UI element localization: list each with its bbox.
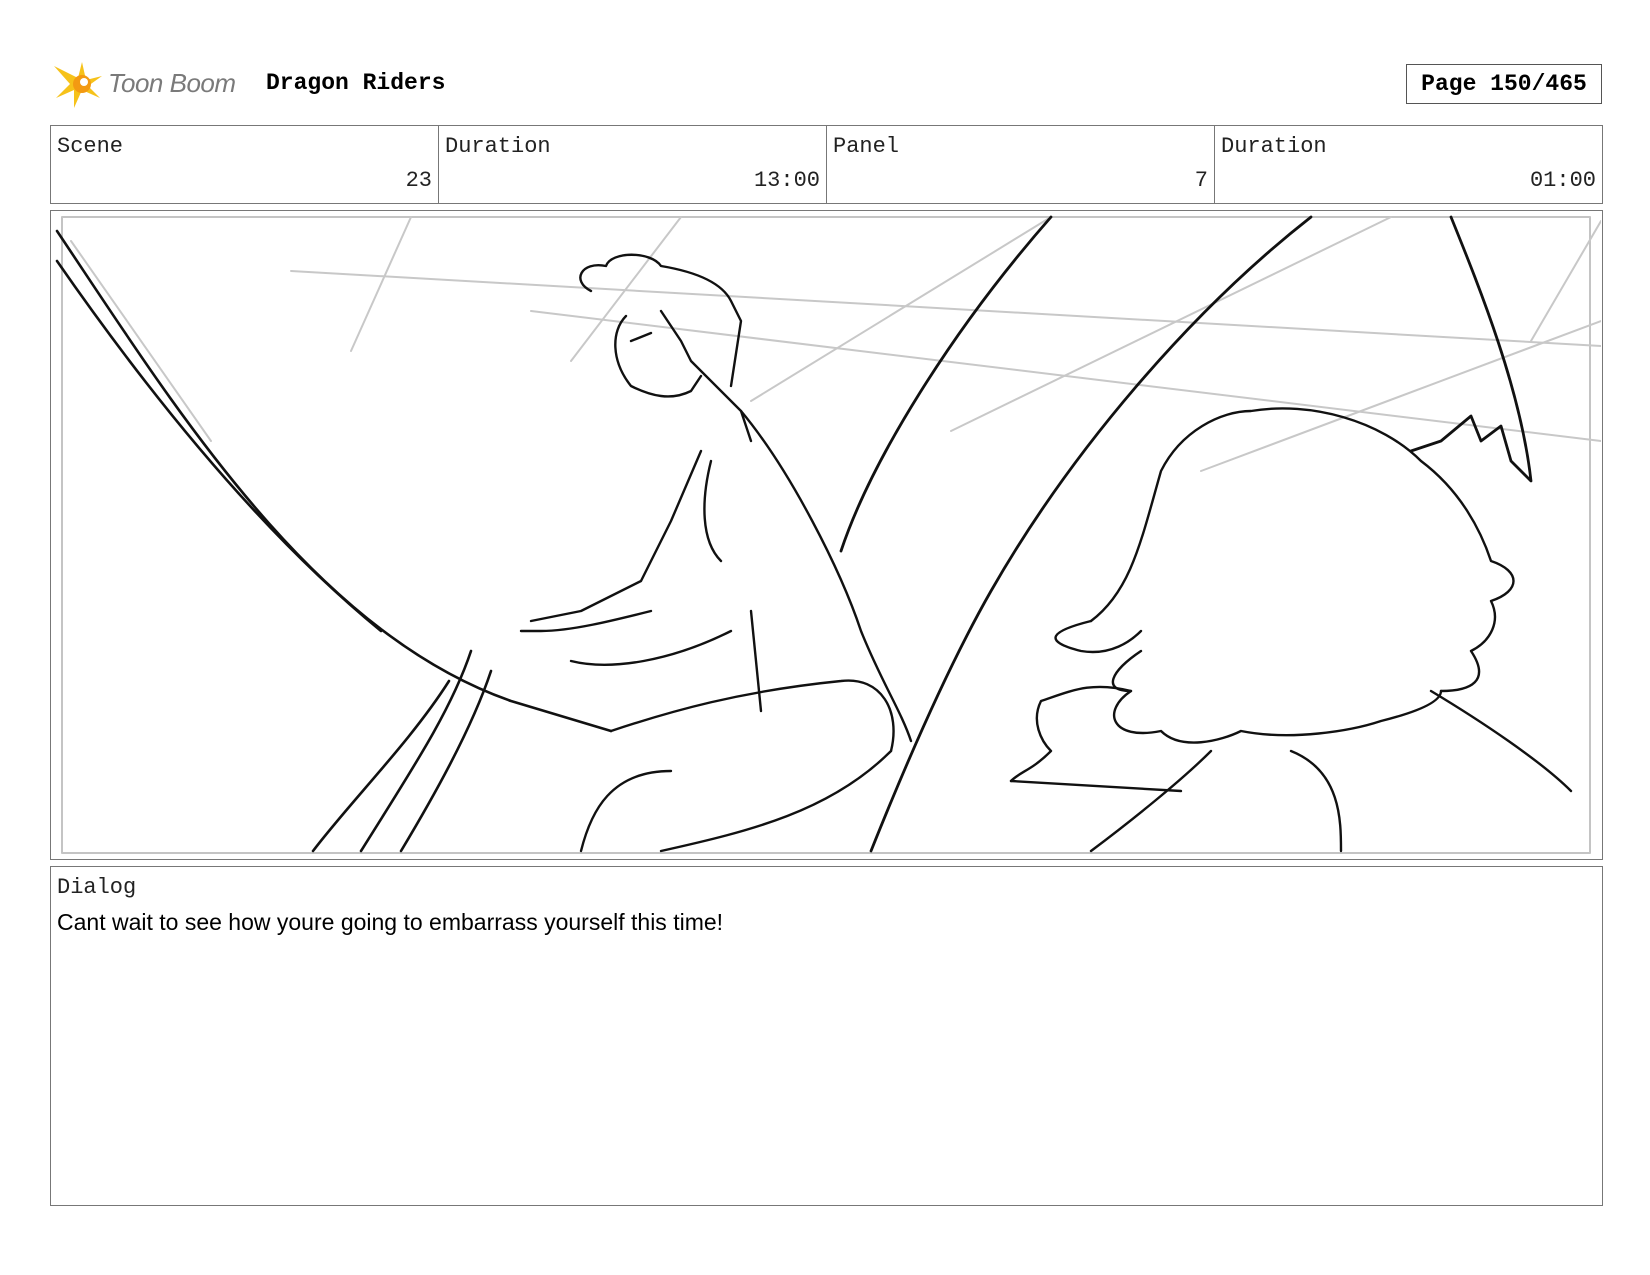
storyboard-panel-image	[50, 210, 1603, 860]
perspective-guides	[71, 217, 1601, 471]
scene-duration-label: Duration	[445, 134, 551, 159]
rider-figure	[521, 255, 911, 851]
project-title: Dragon Riders	[266, 70, 446, 96]
second-character	[1011, 408, 1571, 851]
starburst-logo-icon	[52, 58, 104, 110]
panel-duration-label: Duration	[1221, 134, 1327, 159]
panel-cell	[827, 126, 1215, 203]
toon-boom-logo	[52, 58, 252, 110]
panel-value: 7	[1194, 168, 1208, 193]
scene-value: 23	[405, 168, 432, 193]
panel-label: Panel	[833, 134, 900, 159]
scene-duration-value: 13:00	[753, 168, 820, 193]
scene-label: Scene	[57, 134, 124, 159]
storyboard-sketch	[51, 211, 1601, 858]
dialog-box	[50, 866, 1603, 1206]
safe-frame-guide	[62, 217, 1590, 853]
scene-cell	[51, 126, 439, 203]
scene-duration-cell	[439, 126, 827, 203]
dialog-label: Dialog	[57, 875, 137, 900]
panel-duration-value: 01:00	[1529, 168, 1596, 193]
reins	[57, 231, 611, 851]
panel-duration-cell	[1215, 126, 1602, 203]
dialog-text: Cant wait to see how youre going to embarrass yourself this time!	[57, 909, 724, 935]
dragon-wing	[841, 217, 1531, 851]
page-number: Page 150/465	[1406, 64, 1602, 104]
logo-text: Toon Boom	[108, 68, 236, 98]
panel-info-row	[50, 125, 1603, 204]
